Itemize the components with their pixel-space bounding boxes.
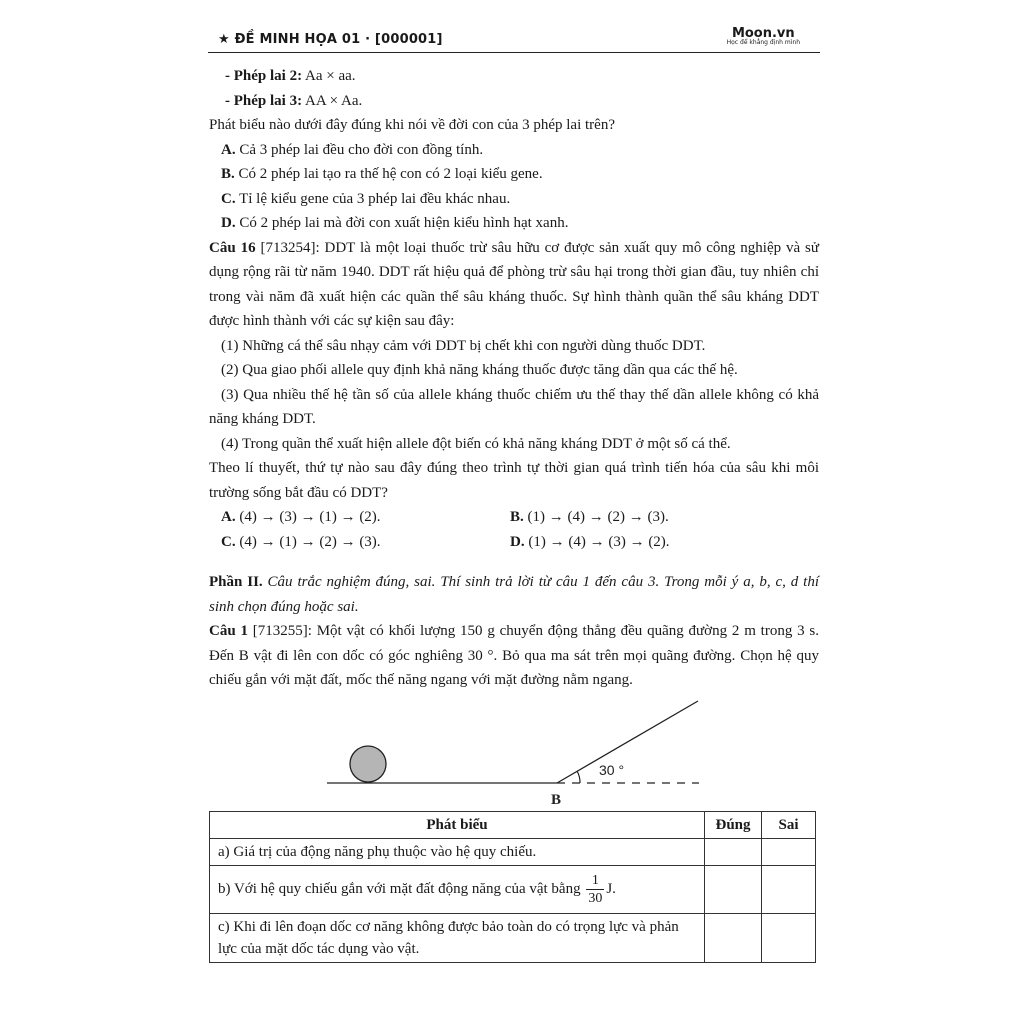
table-row: [210, 913, 816, 962]
table-row: [210, 865, 816, 913]
cross-3: - Phép lai 3: AA × Aa.: [225, 92, 363, 109]
brand-tagline: Học để khẳng định mình: [726, 39, 800, 46]
brand-logo: [727, 26, 800, 46]
incline-line: [557, 701, 698, 783]
angle-label: 30 °: [599, 761, 625, 778]
q15-option-d: D. Có 2 phép lai mà đời con xuất hiện kiểu hình hạt xanh.: [221, 215, 569, 231]
q16-option-b: B. (1) → (4) → (2) → (3).: [510, 509, 669, 525]
exam-title: ★ ĐỀ MINH HỌA 01 · [000001]: [218, 32, 443, 47]
fraction: $\frac{1}{30}$: [588, 872, 603, 906]
statement-b: b) Với hệ quy chiếu gắn với mặt đất động năng của vật bằng $\frac{1}{30}$ J.: [210, 865, 705, 913]
cross-2: - Phép lai 2: Aa × aa.: [225, 68, 356, 84]
q16-options-row-2: [209, 530, 819, 555]
statements-table: [209, 811, 816, 963]
table-row: [210, 838, 816, 865]
q1-intro: Câu 1 [713255]: Một vật có khối lượng 150 g chuyển động thẳng đều quãng đường 2 m trong 3 s. Đến B vật đi lên con dốc có góc nghiêng 30 °. Bỏ qua ma sát trên mọi quãng đường. Chọn hệ quy chiếu gắn với mặt đất, mốc thế năng ngang với mặt đường nằm ngang.: [209, 623, 819, 688]
ball: [350, 746, 386, 782]
q16-option-a: A. (4) → (3) → (1) → (2).: [221, 509, 381, 525]
q16-event-2: (2) Qua giao phối allele quy định khả năng kháng thuốc được tăng dần qua các thế hệ.: [221, 362, 738, 378]
header-statement: Phát biểu: [210, 811, 705, 838]
q16-intro: Câu 16 [713254]: DDT là một loại thuốc trừ sâu hữu cơ được sản xuất quy mô công nghiệp và sử dụng rộng rãi từ năm 1940. DDT rất hiệu quả để phòng trừ sâu hại trong thời gian đầu, tuy nhiên chỉ trong vài năm đã xuất hiện các quần thể sâu kháng thuốc. Sự hình thành quần thể sâu kháng DDT được hình thành với các sự kiện sau đây:: [209, 239, 820, 329]
true-cell-b[interactable]: [705, 865, 762, 913]
q16-option-d: D. (1) → (4) → (3) → (2).: [510, 533, 670, 550]
statement-a: a) Giá trị của động năng phụ thuộc vào hệ quy chiếu.: [210, 838, 705, 865]
q15-option-c: C. Tỉ lệ kiểu gene của 3 phép lai đều khác nhau.: [221, 190, 511, 207]
q16-event-1: (1) Những cá thể sâu nhạy cảm với DDT bị chết khi con người dùng thuốc DDT.: [221, 337, 706, 354]
table-header-row: [210, 811, 816, 838]
q15-prompt: Phát biểu nào dưới đây đúng khi nói về đời con của 3 phép lai trên?: [209, 117, 615, 133]
q16-prompt: Theo lí thuyết, thứ tự nào sau đây đúng theo trình tự thời gian quá trình tiến hóa của sâu khi môi trường sống bắt đầu có DDT?: [209, 460, 819, 501]
brand-name: Moon.vn: [731, 26, 795, 41]
true-cell-c[interactable]: [705, 913, 762, 962]
incline-diagram: [209, 693, 819, 811]
false-cell-c[interactable]: [762, 913, 816, 962]
q16-option-c: C. (4) → (1) → (2) → (3).: [221, 533, 381, 550]
spacer: [209, 554, 819, 570]
header-true: Đúng: [705, 811, 762, 838]
q16-event-3: (3) Qua nhiều thế hệ tần số của allele kháng thuốc chiếm ưu thế thay thế dần allele không có khả năng kháng DDT.: [209, 386, 819, 427]
incline-figure: [209, 693, 819, 811]
page-header: [208, 26, 820, 53]
header-false: Sai: [762, 811, 816, 838]
q15-option-a: A. Cả 3 phép lai đều cho đời con đồng tính.: [221, 141, 484, 158]
part2-heading: Phần II. Câu trắc nghiệm đúng, sai. Thí sinh trả lời từ câu 1 đến câu 3. Trong mỗi ý a, b, c, d thí sinh chọn đúng hoặc sai.: [209, 574, 819, 615]
angle-arc: [577, 771, 580, 783]
statement-c: c) Khi đi lên đoạn dốc cơ năng không được bảo toàn do có trọng lực và phản lực của mặt dốc tác dụng vào vật.: [210, 913, 705, 962]
true-cell-a[interactable]: [705, 838, 762, 865]
q16-event-4: (4) Trong quần thể xuất hiện allele đột biến có khả năng kháng DDT ở một số cá thể.: [221, 435, 731, 452]
page-content: [209, 64, 819, 963]
q16-options-row-1: [209, 505, 819, 530]
false-cell-a[interactable]: [762, 838, 816, 865]
q15-option-b: B. Có 2 phép lai tạo ra thế hệ con có 2 loại kiểu gene.: [221, 166, 543, 182]
false-cell-b[interactable]: [762, 865, 816, 913]
point-b-label: B: [551, 791, 562, 808]
